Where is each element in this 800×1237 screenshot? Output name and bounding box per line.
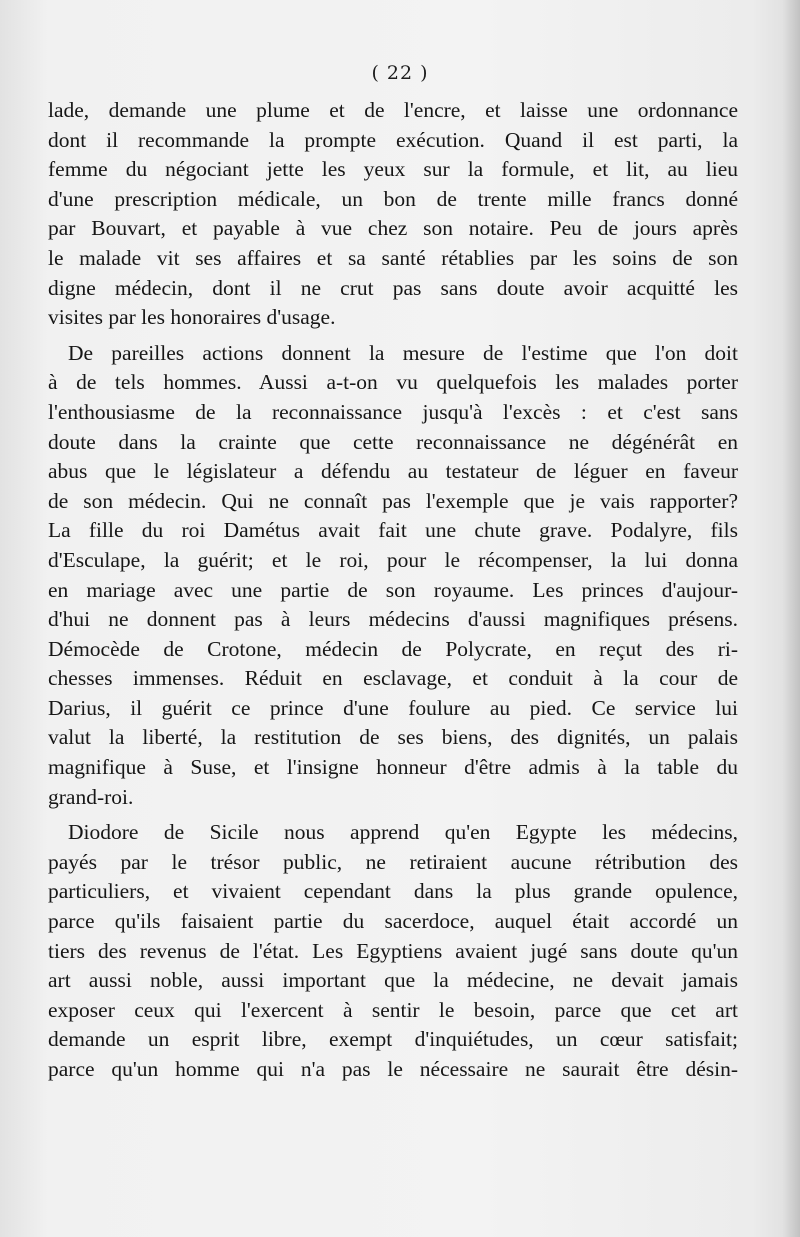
text-line: par Bouvart, et payable à vue chez son notaire. Peu de jours après — [48, 216, 738, 241]
text-line: femme du négociant jette les yeux sur la formule, et lit, au lieu — [48, 157, 738, 182]
text-line: parce qu'ils faisaient partie du sacerdoce, auquel était accordé un — [48, 909, 738, 934]
text-line: Démocède de Crotone, médecin de Polycrate, en reçut des ri- — [48, 636, 738, 661]
text-line: exposer ceux qui l'exercent à sentir le besoin, parce que cet art — [48, 997, 738, 1022]
text-line: demande un esprit libre, exempt d'inquiétudes, un cœur satisfait; — [48, 1027, 738, 1052]
text-line: l'enthousiasme de la reconnaissance jusqu'à l'excès : et c'est sans — [48, 399, 738, 424]
text-line: d'une prescription médicale, un bon de trente mille francs donné — [48, 186, 738, 211]
text-line: grand-roi. — [48, 784, 134, 809]
text-line: de son médecin. Qui ne connaît pas l'exemple que je vais rapporter? — [48, 488, 738, 513]
text-line: art aussi noble, aussi important que la médecine, ne devait jamais — [48, 968, 738, 993]
text-line: payés par le trésor public, ne retiraient aucune rétribution des — [48, 849, 738, 874]
page-number: ( 22 ) — [371, 62, 429, 84]
text-line: à de tels hommes. Aussi a-t-on vu quelquefois les malades porter — [48, 370, 738, 395]
body-text — [48, 96, 738, 1085]
text-line: magnifique à Suse, et l'insigne honneur d'être admis à la table du — [48, 755, 738, 780]
text-line: Diodore de Sicile nous apprend qu'en Egypte les médecins, — [68, 820, 738, 845]
text-line: visites par les honoraires d'usage. — [48, 305, 336, 330]
text-line: en mariage avec une partie de son royaume. Les princes d'aujour- — [48, 577, 738, 602]
text-line: particuliers, et vivaient cependant dans la plus grande opulence, — [48, 879, 738, 904]
text-line: chesses immenses. Réduit en esclavage, et conduit à la cour de — [48, 666, 738, 691]
text-line: La fille du roi Damétus avait fait une chute grave. Podalyre, fils — [48, 518, 738, 543]
text-line: d'hui ne donnent pas à leurs médecins d'aussi magnifiques présens. — [48, 607, 738, 632]
text-line: valut la liberté, la restitution de ses biens, des dignités, un palais — [48, 725, 738, 750]
page-edge-shadow — [782, 0, 800, 1237]
text-line: parce qu'un homme qui n'a pas le nécessaire ne saurait être désin- — [48, 1057, 738, 1081]
text-line: abus que le législateur a défendu au testateur de léguer en faveur — [48, 459, 738, 484]
text-line: lade, demande une plume et de l'encre, et laisse une ordonnance — [48, 98, 738, 122]
text-line: Darius, il guérit ce prince d'une foulure au pied. Ce service lui — [48, 695, 738, 720]
text-line: tiers des revenus de l'état. Les Egyptiens avaient jugé sans doute qu'un — [48, 938, 738, 963]
text-line: d'Esculape, la guérit; et le roi, pour le récompenser, la lui donna — [48, 547, 738, 572]
text-line: digne médecin, dont il ne crut pas sans doute avoir acquitté les — [48, 275, 738, 300]
text-line: dont il recommande la prompte exécution. Quand il est parti, la — [48, 127, 738, 152]
text-line: doute dans la crainte que cette reconnaissance ne dégénérât en — [48, 429, 738, 454]
text-line: le malade vit ses affaires et sa santé rétablies par les soins de son — [48, 245, 738, 270]
text-line: De pareilles actions donnent la mesure de l'estime que l'on doit — [68, 340, 738, 365]
